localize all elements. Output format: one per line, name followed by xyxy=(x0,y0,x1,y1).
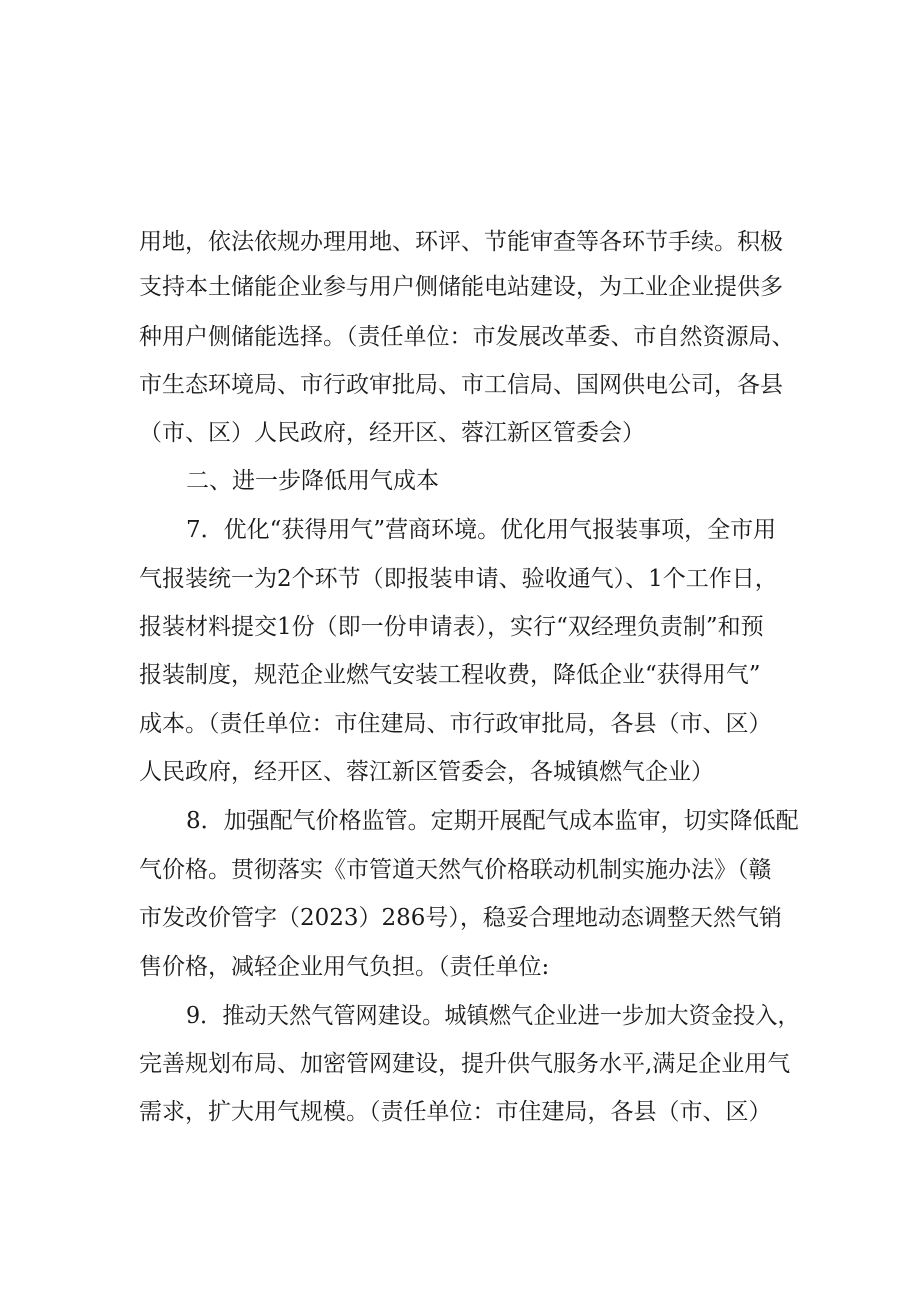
paragraph-line: 7．优化“获得用气”营商环境。优化用气报装事项，全市用 xyxy=(186,517,777,543)
paragraph-line: （市、区）人民政府，经开区、蓉江新区管委会） xyxy=(139,420,645,446)
paragraph-line: 需求，扩大用气规模。（责任单位：市住建局，各县（市、区） xyxy=(139,1099,772,1125)
paragraph-line: 报装材料提交1份（即一份申请表），实行“双经理负责制”和预 xyxy=(139,614,764,640)
section-heading: 二、进一步降低用气成本 xyxy=(186,468,439,494)
paragraph-line: 市生态环境局、市行政审批局、市工信局、国网供电公司，各县 xyxy=(139,372,783,398)
paragraph-line: 8．加强配气价格监管。定期开展配气成本监审，切实降低配 xyxy=(186,808,799,834)
paragraph-line: 成本。（责任单位：市住建局、市行政审批局，各县（市、区） xyxy=(139,711,772,737)
paragraph-line: 用地，依法依规办理用地、环评、节能审查等各环节手续。积极 xyxy=(139,229,783,255)
paragraph-line: 售价格，减轻企业用气负担。（责任单位: xyxy=(139,954,550,980)
paragraph-line: 人民政府，经开区、蓉江新区管委会，各城镇燃气企业） xyxy=(139,759,714,785)
paragraph-line: 种用户侧储能选择。（责任单位：市发展改革委、市自然资源局、 xyxy=(139,324,795,350)
paragraph-line: 市发改价管字（2023）286号），稳妥合理地动态调整天然气销 xyxy=(139,905,782,931)
paragraph-line: 支持本土储能企业参与用户侧储能电站建设，为工业企业提供多 xyxy=(139,274,783,300)
paragraph-line: 气价格。贯彻落实《市管道天然气价格联动机制实施办法》（赣 xyxy=(139,857,772,883)
paragraph-line: 完善规划布局、加密管网建设，提升供气服务水平,满足企业用气 xyxy=(139,1051,791,1077)
paragraph-line: 9．推动天然气管网建设。城镇燃气企业进一步加大资金投入， xyxy=(186,1003,800,1029)
paragraph-line: 报装制度，规范企业燃气安装工程收费，降低企业“获得用气” xyxy=(139,662,761,688)
paragraph-line: 气报装统一为2个环节（即报装申请、验收通气）、1个工作日， xyxy=(139,566,778,592)
